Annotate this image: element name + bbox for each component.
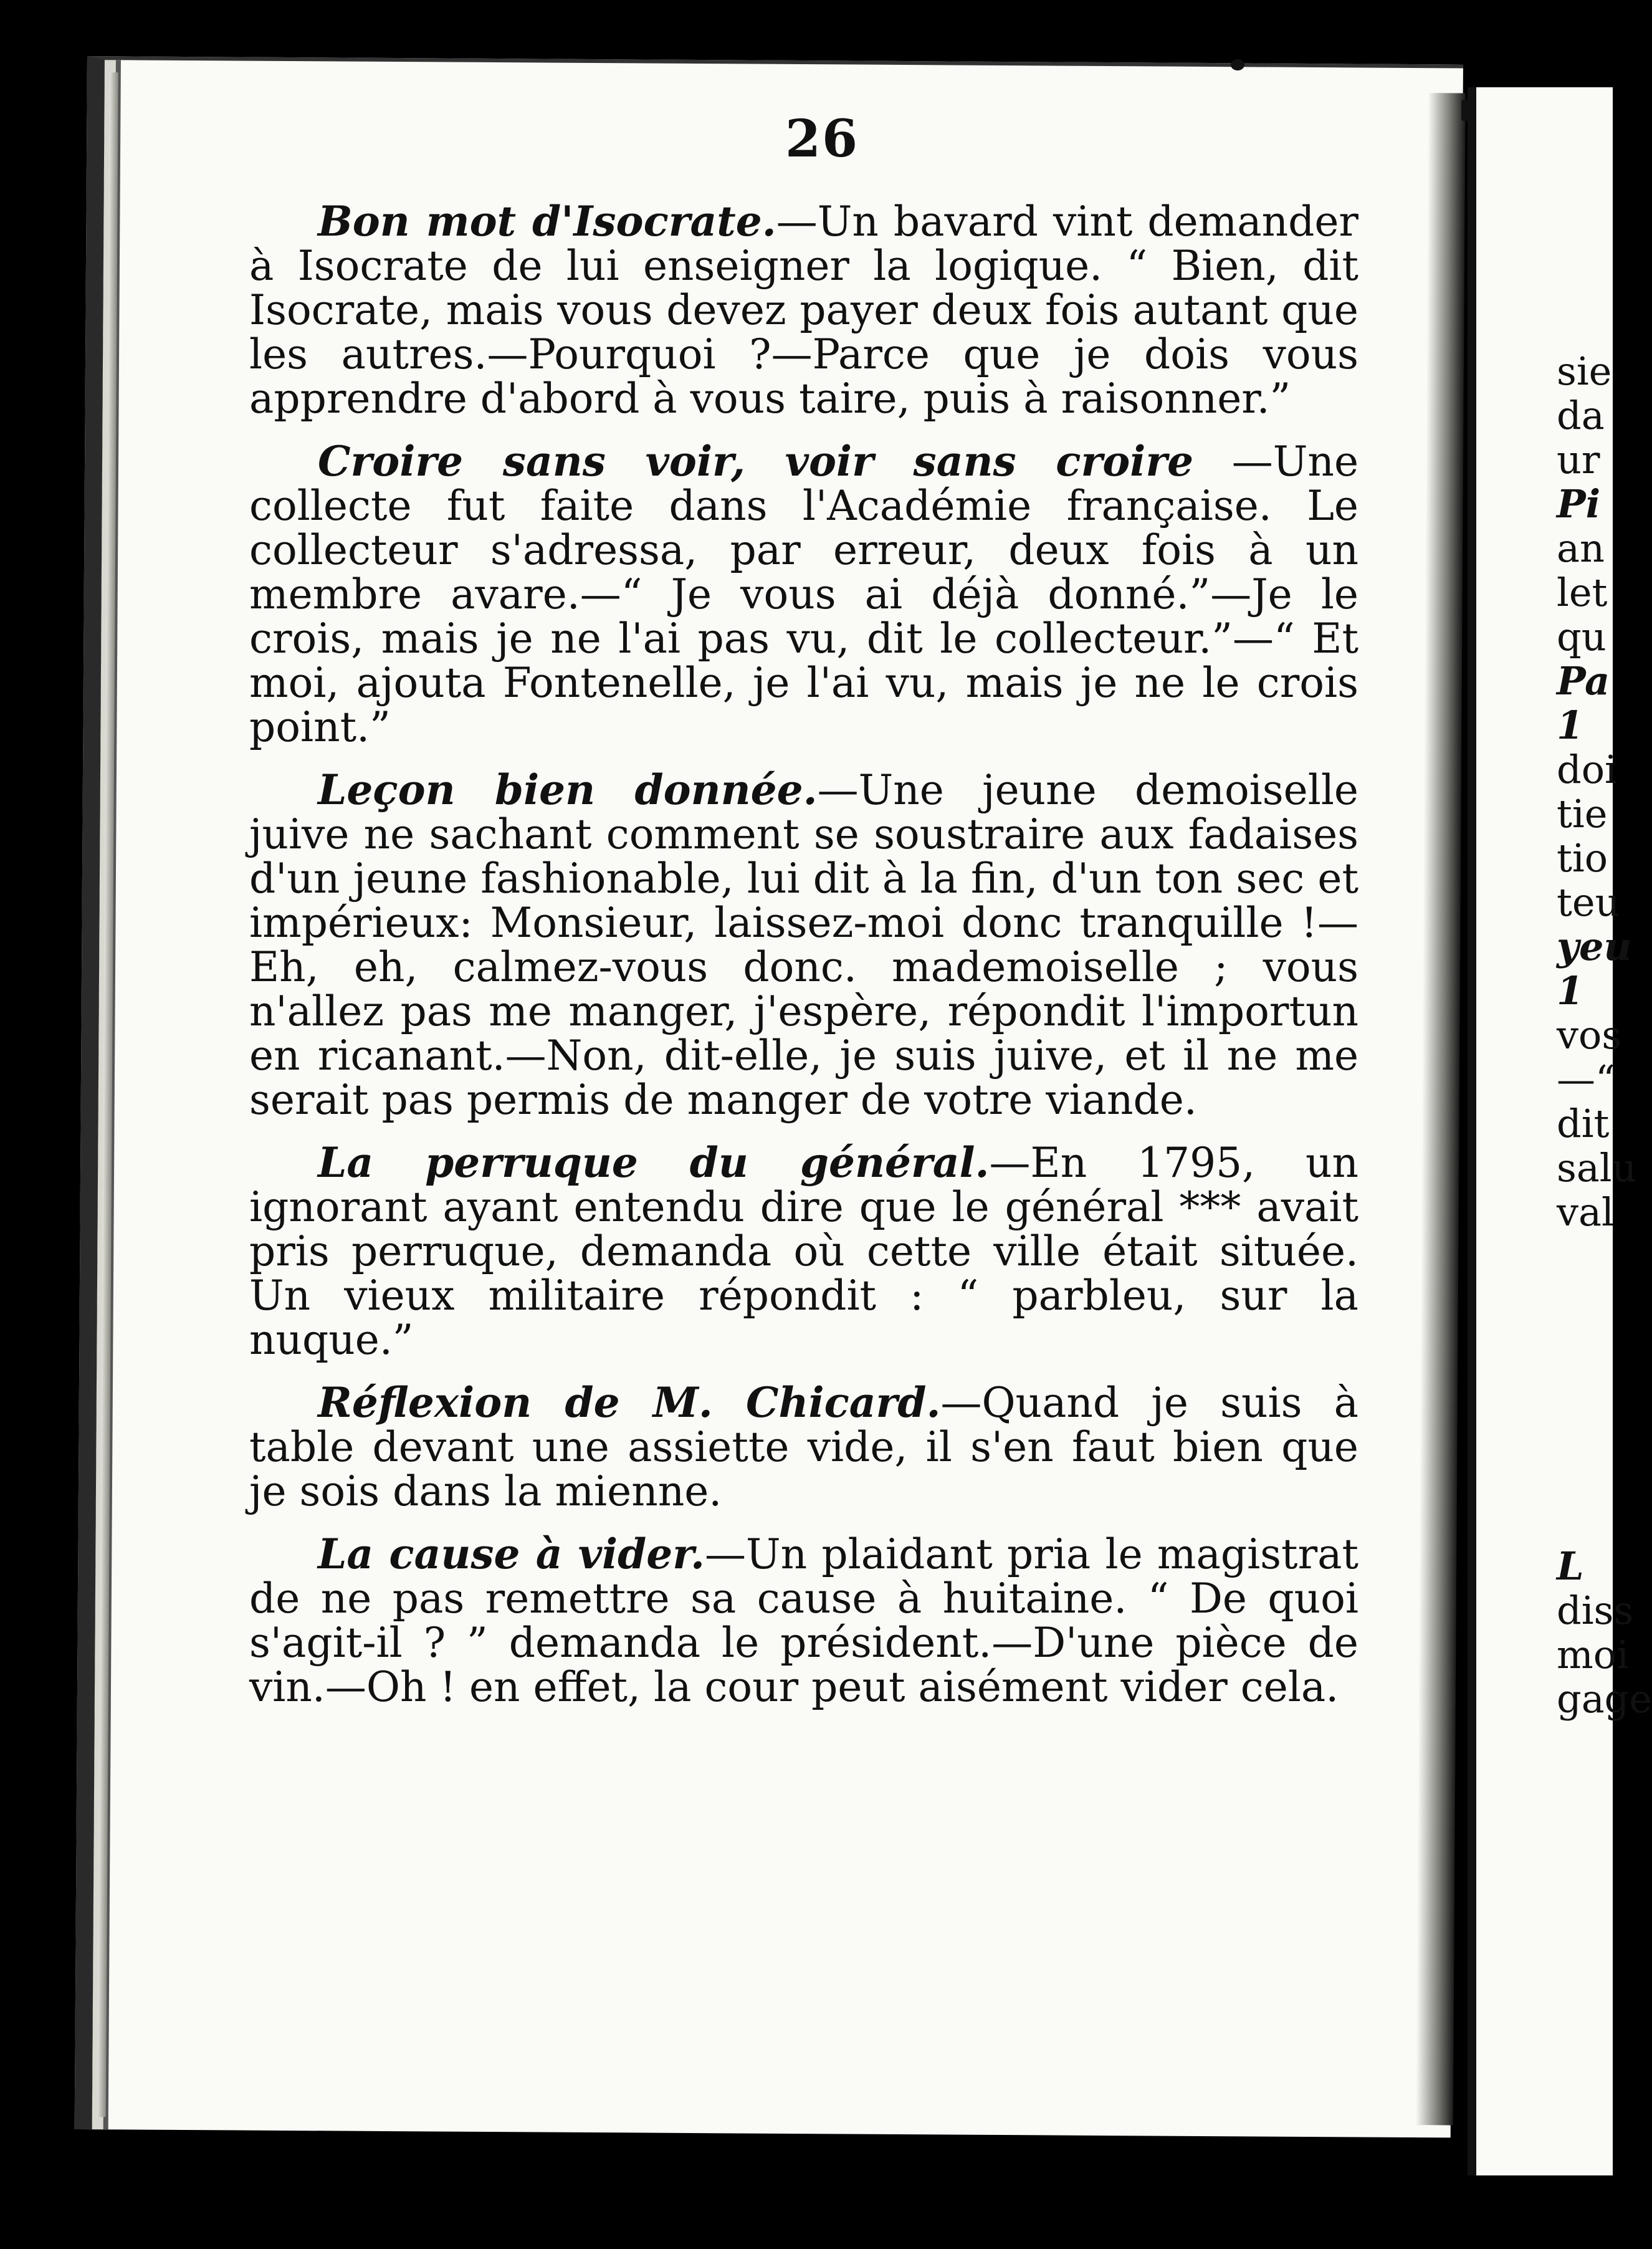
anecdote-title: Réflexion de M. Chicard. bbox=[318, 1378, 941, 1427]
anecdote-paragraph bbox=[249, 199, 1358, 421]
right-page-line: gage bbox=[1557, 1676, 1652, 1722]
anecdote-paragraph bbox=[249, 1378, 1358, 1515]
right-page-line bbox=[1557, 1411, 1652, 1455]
page-edge-shading bbox=[97, 72, 118, 2117]
right-page-line: 1 bbox=[1557, 968, 1584, 1014]
right-page-line: salu bbox=[1557, 1145, 1637, 1191]
right-page-line: tio bbox=[1557, 835, 1608, 881]
anecdote-body: —Une collecte fut faite dans l'Académie française. Le collecteur s'adressa, par erreur, deux fois à un membre avare.—“ Je vous ai déjà donné.”—Je le crois, mais je ne l'ai pas vu, dit le collecteur.”—“ Et moi, ajouta Fontenelle, je l'ai vu, mais je ne le crois point.” bbox=[249, 438, 1358, 751]
right-page-line bbox=[1557, 1323, 1652, 1367]
right-page-line: L bbox=[1557, 1543, 1584, 1589]
right-page-line bbox=[1557, 1367, 1652, 1411]
right-page-line: yeu bbox=[1557, 924, 1632, 969]
right-page-line: moi bbox=[1557, 1632, 1629, 1677]
anecdote-paragraph bbox=[249, 439, 1358, 749]
right-page-line: an bbox=[1557, 525, 1605, 571]
right-page-line: sie bbox=[1557, 348, 1612, 394]
right-page-line: teu bbox=[1557, 880, 1620, 925]
right-page-fragments bbox=[1557, 349, 1652, 1721]
right-page-line bbox=[1557, 1234, 1652, 1278]
right-page-line: tie bbox=[1557, 791, 1608, 837]
anecdote-paragraph bbox=[249, 1138, 1358, 1364]
anecdote-title: Croire sans voir, voir sans croire bbox=[318, 437, 1194, 486]
anecdote-title: La perruque du général. bbox=[318, 1138, 990, 1187]
anecdote-body: —Un plaidant pria le magistrat de ne pas remettre sa cause à huitaine. “ De quoi s'agit-il ? ” demanda le président.—D'une pièce de vin.—Oh ! en effet, la cour peut aisément vider cela. bbox=[249, 1530, 1358, 1711]
right-page-line bbox=[1557, 1455, 1652, 1500]
right-page-line: —“ bbox=[1557, 1057, 1615, 1102]
right-page-line bbox=[1557, 1500, 1652, 1544]
anecdote-body: —En 1795, un ignorant ayant entendu dire que le général *** avait pris perruque, demanda où cette ville était située. Un vieux militaire répondit : “ parbleu, sur la nuque.” bbox=[249, 1139, 1358, 1364]
right-page-line: 1 bbox=[1557, 703, 1584, 748]
scan-speck bbox=[1461, 100, 1471, 121]
anecdote-body: —Une jeune demoiselle juive ne sachant comment se soustraire aux fadaises d'un jeune fashionable, lui dit à la fin, d'un ton sec et impérieux: Monsieur, laissez-moi donc tranquille !—Eh, eh, calmez-vous donc. mademoiselle ; vous n'allez pas me manger, j'espère, répondit l'importun en ricanant.—Non, dit-elle, je suis juive, et il ne me serait pas permis de manger de votre viande. bbox=[249, 766, 1358, 1124]
right-page-line: let bbox=[1557, 570, 1608, 615]
right-page-line: qu bbox=[1557, 614, 1607, 659]
anecdote-body: —Un bavard vint demander à Isocrate de lui enseigner la logique. “ Bien, dit Isocrate, mais vous devez payer deux fois autant que les autres.—Pourquoi ?—Parce que je dois vous apprendre d'abord à vous taire, puis à raisonner.” bbox=[249, 198, 1358, 423]
right-page-line bbox=[1557, 1278, 1652, 1323]
page-number: 26 bbox=[785, 109, 859, 169]
right-page-line: ur bbox=[1557, 437, 1600, 482]
page-text bbox=[249, 199, 1358, 1728]
right-page-line: da bbox=[1557, 393, 1605, 438]
anecdote-paragraph bbox=[249, 765, 1358, 1124]
right-page-line: dit bbox=[1557, 1101, 1610, 1146]
right-page-line: vos bbox=[1557, 1012, 1622, 1058]
anecdote-paragraph bbox=[249, 1532, 1358, 1709]
right-page-line: diss bbox=[1557, 1588, 1634, 1633]
right-page-line: doi bbox=[1557, 747, 1617, 792]
anecdote-title: Bon mot d'Isocrate. bbox=[318, 197, 776, 246]
right-page-line: val bbox=[1557, 1189, 1614, 1235]
right-page-line: Pi bbox=[1557, 481, 1601, 527]
anecdote-title: Leçon bien donnée. bbox=[318, 765, 818, 814]
anecdote-body: —Quand je suis à table devant une assiette vide, il s'en faut bien que je sois dans la mienne. bbox=[249, 1379, 1358, 1515]
right-page-line: Pa bbox=[1557, 658, 1610, 704]
scan-speck bbox=[1231, 59, 1244, 70]
anecdote-title: La cause à vider. bbox=[318, 1530, 705, 1578]
